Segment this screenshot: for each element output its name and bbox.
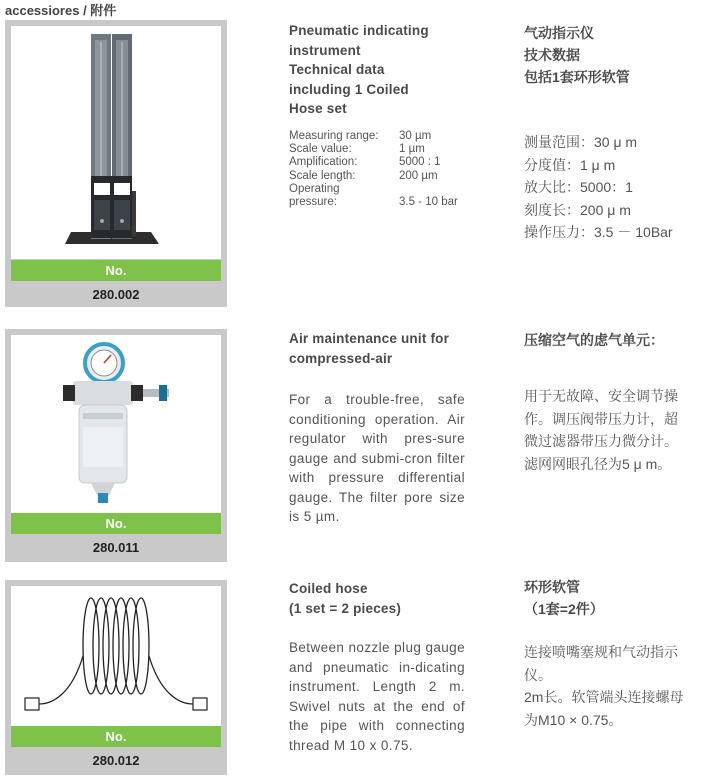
product-code: 280.011	[92, 540, 140, 555]
product-title-cn: 压缩空气的虑气单元：	[524, 332, 664, 348]
product-desc-cn: 连接喷嘴塞规和气动指示 仪。 2m长。软管端头连接螺母 为M10 × 0.75。	[524, 644, 684, 728]
product-desc-cn: 用于无故障、安全调节操 作。调压阀带压力计，超 微过滤器带压力微分计。 滤网网眼孔径为5 μ m。	[524, 388, 678, 472]
product-image-area	[11, 335, 221, 513]
product-title-en: Pneumatic indicating instrument Technical data including 1 Coiled Hose set	[289, 23, 429, 116]
number-label-bar: No.	[11, 726, 221, 747]
product-title-en: Coiled hose (1 set = 2 pieces)	[289, 581, 402, 616]
section-header: accessiores / 附件	[5, 3, 117, 18]
product-image-area	[11, 586, 221, 726]
product-desc-cn: 测量范围：30 μ m 分度值：1 μ m 放大比：5000：1 刻度长：200 μ m 操作压力：3.5 － 10Bar	[524, 134, 673, 240]
product-desc-en: Between nozzle plug gauge and pneumatic in-dicating instrument. Length 2 m. Swivel nuts at the end of the pipe with connecting thread M 10 x 0.75.	[289, 640, 465, 753]
number-label-bar: No.	[11, 260, 221, 281]
spec-row: Scale length: 200 µm	[289, 169, 438, 182]
product-title-en: Air maintenance unit for compressed-air	[289, 331, 450, 366]
product-code: 280.002	[92, 287, 140, 302]
spec-row: Scale value: 1 µm	[289, 143, 425, 156]
spec-row: Measuring range: 30 µm	[289, 130, 432, 142]
spec-row: Amplification: 5000 : 1	[289, 156, 441, 169]
product-title-cn: 气动指示仪 技术数据 包括1套环形软管	[524, 25, 630, 85]
spec-row: pressure: 3.5 - 10 bar	[289, 196, 458, 209]
product-code: 280.012	[92, 753, 140, 768]
product-card	[5, 329, 227, 562]
product-card	[5, 580, 227, 775]
spec-table	[289, 130, 479, 209]
product-image-area	[11, 26, 221, 259]
product-title-cn: 环形软管 （1套=2件）	[524, 579, 604, 617]
product-desc-en: For a trouble-free, safe conditioning operation. Air regulator with pres-sure gauge and submi-cron filter with pressure differential gauge. The filter pore size is 5 µm.	[289, 392, 465, 524]
spec-row: Operating	[289, 182, 340, 195]
number-label-bar: No.	[11, 513, 221, 534]
coiled-hose-image	[11, 586, 221, 726]
product-card	[5, 20, 227, 307]
air-maintenance-unit-image	[11, 335, 221, 513]
pneumatic-indicator-image	[11, 26, 221, 259]
